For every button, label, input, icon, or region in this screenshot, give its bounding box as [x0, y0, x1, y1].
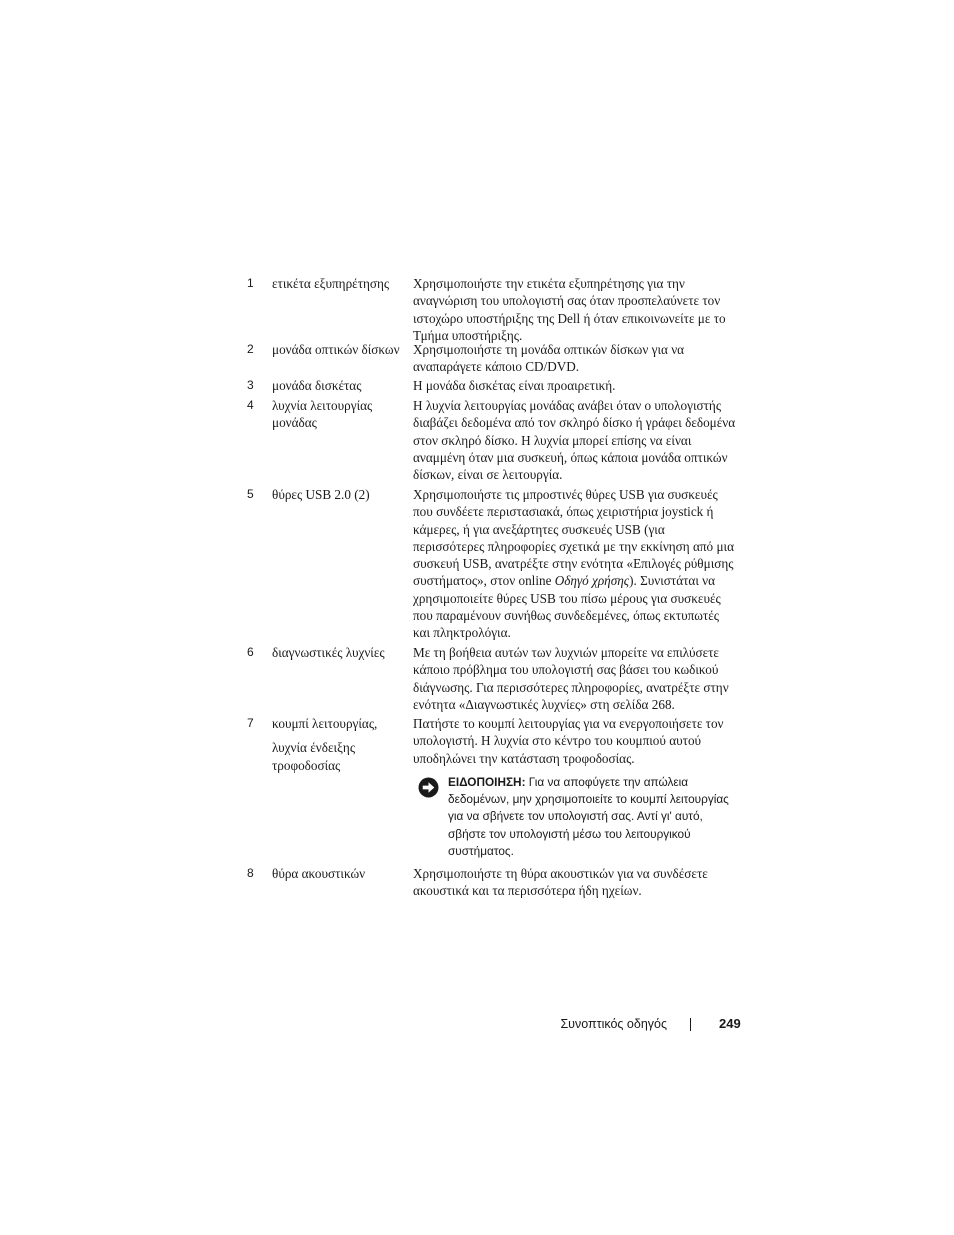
- row-number: 3: [247, 378, 254, 392]
- notice-box: [413, 774, 738, 860]
- row-term: μονάδα δισκέτας: [272, 378, 362, 393]
- row-term-line: λυχνία ένδειξης τροφοδοσίας: [272, 740, 356, 773]
- page-footer: [0, 1015, 954, 1035]
- row-description: Χρησιμοποιήστε τη μονάδα οπτικών δίσκων για να αναπαράγετε κάποιο CD/DVD.: [413, 342, 685, 375]
- row-term: διαγνωστικές λυχνίες: [272, 645, 385, 660]
- component-table: [0, 273, 954, 903]
- table-row: [0, 339, 954, 375]
- row-number: 5: [247, 487, 254, 501]
- row-number: 8: [247, 866, 254, 880]
- table-row: [0, 395, 954, 484]
- notice-text: [448, 774, 738, 860]
- notice-label: ΕΙΔΟΠΟΙΗΣΗ:: [448, 774, 526, 789]
- table-row: [0, 642, 954, 713]
- notice-arrow-icon: [418, 777, 439, 798]
- row-number: 6: [247, 645, 254, 659]
- desc-italic-text: Οδηγό χρήσης: [554, 573, 630, 589]
- page-number: 249: [719, 1016, 741, 1031]
- table-row: [0, 375, 954, 395]
- row-number: 2: [247, 342, 254, 356]
- row-term: [272, 715, 400, 774]
- desc-text: ). Συνιστάται να χρησιμοποιείτε θύρες USB του πίσω μέρους για συσκευές που παραμένουν συνήθως συνδεδεμένες, όπως εκτυπωτές και πληκτρολόγια.: [413, 573, 721, 641]
- desc-text: Χρησιμοποιήστε τις μπροστινές θύρες USB για συσκευές που συνδέετε περιστασιακά, όπως χειριστήρια joystick ή κάμερες, ή για ανεξάρτητες συσκευές USB (για περισσότερες πληροφορίες σχετικά με την εκκίνηση από μια συσκευή USB, ανατρέξτε στην ενότητα «Επιλογές ρύθμισης συστήματος», στον online: [413, 487, 734, 589]
- row-description: Χρησιμοποιήστε τη θύρα ακουστικών για να συνδέσετε ακουστικά και τα περισσότερα ήδη ηχείων.: [413, 866, 708, 899]
- table-row: [0, 484, 954, 642]
- row-description: [413, 484, 738, 642]
- row-number: 1: [247, 276, 254, 290]
- row-description: Η λυχνία λειτουργίας μονάδας ανάβει όταν ο υπολογιστής διαβάζει δεδομένα από τον σκληρό δίσκο ή γράφει δεδομένα στον σκληρό δίσκο. Η λυχνία μπορεί επίσης να είναι αναμμένη όταν μια συσκευή, όπως κάποια μονάδα οπτικών δίσκων, είναι σε λειτουργία.: [413, 398, 736, 483]
- row-description: Πατήστε το κουμπί λειτουργίας για να ενεργοποιήσετε τον υπολογιστή. Η λυχνία στο κέντρο του κουμπιού αυτού υποδηλώνει την κατάσταση τροφοδοσίας.: [413, 716, 724, 766]
- row-number: 4: [247, 398, 254, 412]
- table-row: [0, 713, 954, 863]
- row-term-line: κουμπί λειτουργίας,: [272, 716, 378, 731]
- row-description: Η μονάδα δισκέτας είναι προαιρετική.: [413, 378, 616, 393]
- row-term: θύρες USB 2.0 (2): [272, 487, 370, 502]
- row-description: Με τη βοήθεια αυτών των λυχνιών μπορείτε να επιλύσετε κάποιο πρόβλημα του υπολογιστή σας βάσει του κωδικού διάγνωσης. Για περισσότερες πληροφορίες, ανατρέξτε στην ενότητα «Διαγνωστικές λυχνίες» στη σελίδα 268.: [413, 645, 729, 712]
- notice-body: Για να αποφύγετε την απώλεια δεδομένων, μην χρησιμοποιείτε το κουμπί λειτουργίας για να σβήνετε τον υπολογιστή σας. Αντί γι' αυτό, σβήστε τον υπολογιστή μέσω του λειτουργικού συστήματος.: [448, 774, 729, 859]
- row-number: 7: [247, 716, 254, 730]
- table-row: [0, 863, 954, 903]
- row-term: ετικέτα εξυπηρέτησης: [272, 276, 390, 291]
- row-term: θύρα ακουστικών: [272, 866, 366, 881]
- row-term: μονάδα οπτικών δίσκων: [272, 342, 400, 357]
- table-row: [0, 273, 954, 343]
- row-term: λυχνία λειτουργίας μονάδας: [272, 398, 373, 431]
- row-description: Χρησιμοποιήστε την ετικέτα εξυπηρέτησης για την αναγνώριση του υπολογιστή σας όταν προσπελαύνετε τον ιστοχώρο υποστήριξης της Dell ή όταν επικοινωνείτε με το Τμήμα υποστήριξης.: [413, 276, 726, 343]
- footer-title: Συνοπτικός οδηγός: [560, 1017, 667, 1031]
- footer-divider: [690, 1018, 691, 1031]
